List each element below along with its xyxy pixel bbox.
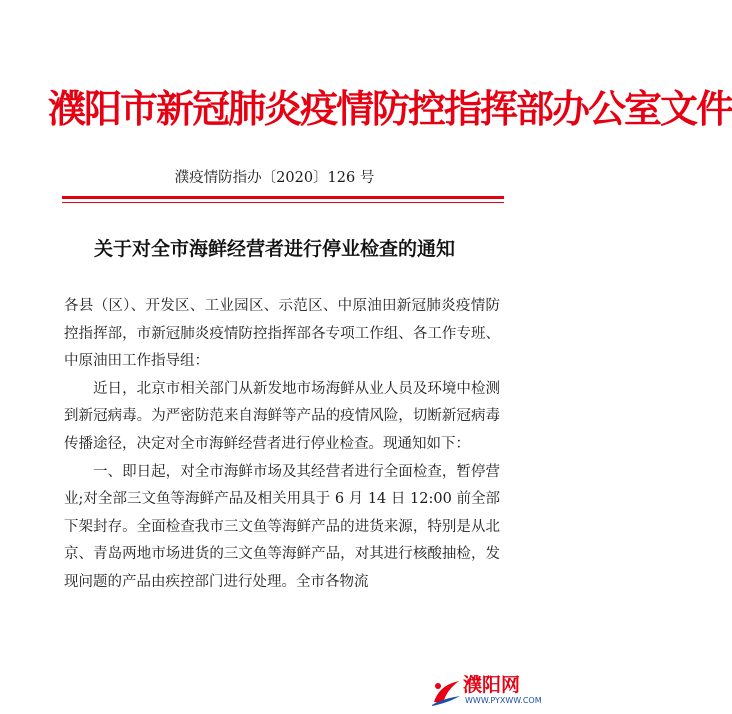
watermark-site-name: 濮阳网 (463, 674, 521, 696)
body-paragraph-background: 近日，北京市相关部门从新发地市场海鲜从业人员及环境中检测到新冠病毒。为严密防范来自海鲜等产品的疫情风险，切断新冠病毒传播途径，决定对全市海鲜经营者进行停业检查。现通知如下： (64, 380, 500, 452)
header-red-rule-thick (62, 196, 504, 199)
notice-body (64, 293, 500, 597)
site-watermark (429, 674, 541, 710)
header-red-rule-thin (62, 202, 504, 203)
notice-title: 关于对全市海鲜经营者进行停业检查的通知 (93, 238, 455, 260)
addressee-paragraph: 各县（区）、开发区、工业园区、示范区、中原油田新冠肺炎疫情防控指挥部，市新冠肺炎疫情防控指挥部各专项工作组、各工作专班、中原油田工作指导组： (64, 298, 500, 370)
watermark-site-url: WWW.PYXWW.COM (465, 696, 542, 705)
document-number: 濮疫情防指办〔2020〕126 号 (174, 170, 375, 186)
body-paragraph-item-one: 一、即日起，对全市海鲜市场及其经营者进行全面检查，暂停营业;对全部三文鱼等海鲜产品及相关用具于 6 月 14 日 12:00 前全部下架封存。全面检查我市三文鱼等海鲜产品的进货来源，特别是从北京、青岛两地市场进货的三文鱼等海鲜产品，对其进行核酸抽检，发现问题的产品由疾控部门进行处理。全市各物流 (64, 463, 500, 590)
document-header-title: 濮阳市新冠肺炎疫情防控指挥部办公室文件 (48, 86, 732, 131)
pyxww-logo-icon (429, 676, 463, 708)
